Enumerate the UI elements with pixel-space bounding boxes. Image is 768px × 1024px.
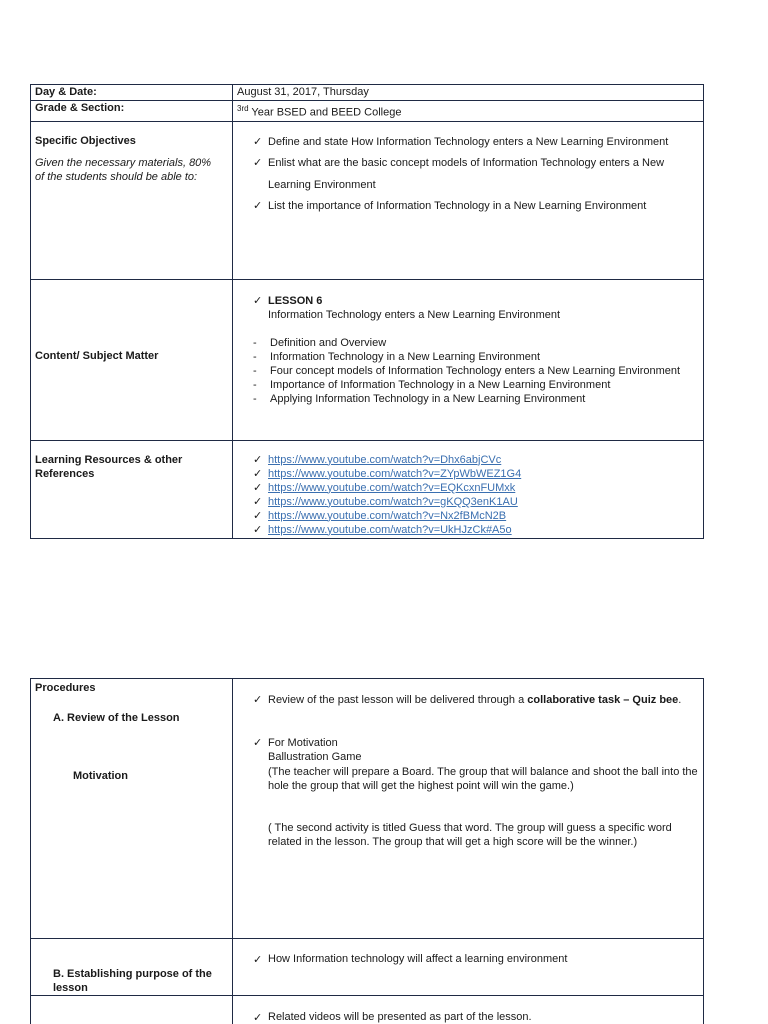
grade-ordinal: 3rd	[237, 104, 249, 113]
resource-item	[253, 481, 699, 495]
resource-link[interactable]: https://www.youtube.com/watch?v=gKQQ3enK1AU	[268, 495, 518, 508]
lesson-subtitle: Information Technology enters a New Learning Environment	[268, 308, 561, 321]
check-icon: ✓	[253, 495, 263, 508]
objectives-label: Specific Objectives	[35, 134, 136, 147]
objective-item: ✓ Define and state How Information Technology enters a New Learning Environment	[253, 132, 699, 154]
day-date-label: Day & Date:	[31, 85, 233, 101]
resource-link[interactable]: https://www.youtube.com/watch?v=ZYpWbWEZ1G4	[268, 467, 522, 480]
videos-label-cell	[31, 996, 233, 1024]
motivation-title: For Motivation	[268, 736, 338, 749]
check-icon: ✓	[253, 736, 263, 749]
procedures-table	[30, 678, 704, 1024]
resource-link[interactable]: https://www.youtube.com/watch?v=Dhx6abjCVc	[268, 453, 502, 466]
check-icon: ✓	[253, 1012, 263, 1024]
content-label: Content/ Subject Matter	[35, 349, 159, 362]
videos-item: ✓ Related videos will be presented as part of the lesson.	[253, 1011, 532, 1024]
videos-row	[31, 996, 704, 1024]
grade-section-row	[31, 101, 704, 122]
lesson-info-table	[30, 84, 704, 539]
procedures-cell	[31, 679, 233, 939]
content-row	[31, 279, 704, 440]
motivation-item	[253, 736, 699, 850]
topic-item: - Four concept models of Information Technology enters a New Learning Environment	[253, 364, 681, 377]
purpose-item: ✓ How Information technology will affect a learning environment	[253, 953, 568, 966]
grade-section-value	[233, 101, 704, 122]
check-icon: ✓	[253, 509, 263, 522]
purpose-label: B. Establishing purpose of the lesson	[31, 939, 233, 996]
check-icon: ✓	[253, 523, 263, 536]
check-icon: ✓	[253, 954, 263, 966]
resources-links	[233, 440, 704, 538]
objective-item: ✓ Enlist what are the basic concept models of Information Technology enters a New Learning Environment	[253, 153, 699, 196]
resources-row	[31, 440, 704, 538]
resources-label: Learning Resources & other References	[31, 440, 233, 538]
procedures-label: Procedures	[35, 682, 96, 694]
review-motivation-row	[31, 679, 704, 939]
resource-item	[253, 453, 699, 467]
videos-details	[233, 996, 704, 1024]
check-icon: ✓	[253, 467, 263, 480]
motivation-game: Ballustration Game	[268, 751, 362, 763]
check-icon: ✓	[253, 294, 263, 307]
objective-item: ✓ List the importance of Information Technology in a New Learning Environment	[253, 196, 699, 218]
procedures-details	[233, 679, 704, 939]
check-icon: ✓	[253, 135, 263, 148]
second-activity: ( The second activity is titled Guess that word. The group will guess a specific word related in the lesson. The group that will get a high score will be the winner.)	[268, 821, 672, 848]
content-details	[233, 279, 704, 440]
motivation-label: Motivation	[73, 770, 128, 782]
check-icon: ✓	[253, 453, 263, 466]
purpose-details	[233, 939, 704, 996]
resource-item	[253, 495, 699, 509]
resource-link[interactable]: https://www.youtube.com/watch?v=UkHJzCk#A5o	[268, 523, 512, 536]
lesson-heading	[253, 294, 699, 322]
objectives-row	[31, 121, 704, 279]
purpose-row	[31, 939, 704, 996]
objectives-note: Given the necessary materials, 80% of the students should be able to:	[35, 156, 212, 184]
check-icon: ✓	[253, 481, 263, 494]
motivation-desc: (The teacher will prepare a Board. The group that will balance and shoot the ball into the hole the group that will get the highest point will win the game.)	[268, 765, 698, 792]
content-cell	[31, 279, 233, 440]
lesson-title: LESSON 6	[268, 294, 323, 307]
check-icon: ✓	[253, 157, 263, 170]
check-icon: ✓	[253, 694, 263, 706]
day-date-value: August 31, 2017, Thursday	[233, 85, 704, 101]
topic-item: - Applying Information Technology in a New Learning Environment	[253, 392, 586, 405]
objectives-list	[233, 121, 704, 279]
grade-rest: Year BSED and BEED College	[248, 106, 402, 119]
resource-item	[253, 467, 699, 481]
day-date-row	[31, 85, 704, 101]
review-item: ✓ Review of the past lesson will be delivered through a collaborative task – Quiz bee.	[253, 694, 682, 706]
resource-link[interactable]: https://www.youtube.com/watch?v=EQKcxnFUMxk	[268, 481, 516, 494]
review-label: A. Review of the Lesson	[53, 712, 180, 724]
resource-item	[253, 523, 699, 537]
objectives-cell	[31, 121, 233, 279]
resource-link[interactable]: https://www.youtube.com/watch?v=Nx2fBMcN2B	[268, 509, 507, 522]
grade-section-label: Grade & Section:	[31, 101, 233, 122]
topic-list	[253, 336, 699, 406]
topic-item: - Definition and Overview	[253, 336, 387, 349]
resource-item	[253, 509, 699, 523]
topic-item: - Importance of Information Technology in a New Learning Environment	[253, 378, 611, 391]
topic-item: - Information Technology in a New Learning Environment	[253, 350, 541, 363]
check-icon: ✓	[253, 200, 263, 213]
